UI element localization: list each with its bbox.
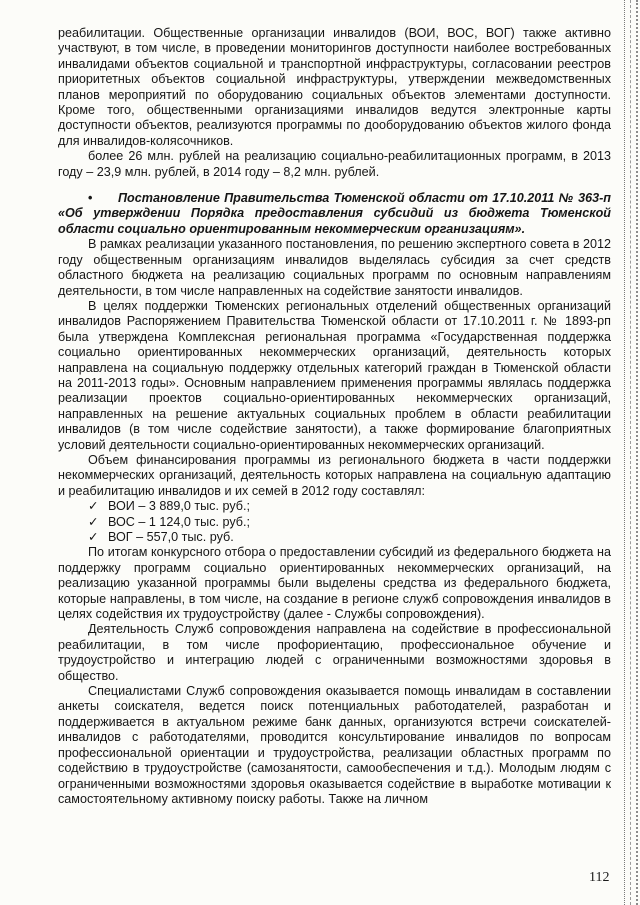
paragraph-services-activity: Деятельность Служб сопровождения направлена на содействие в профессиональной реабилитации, в том числе профориентацию, профессиональное обучение и трудоустройство и интеграцию людей с ограниченными возможностями здоровья в общество.: [58, 622, 611, 683]
paragraph-financing: Объем финансирования программы из регионального бюджета в части поддержки некоммерческих организаций, деятельность которых направлена на социальную адаптацию и реабилитацию инвалидов и их семей в 2012 году составлял:: [58, 452, 611, 498]
list-item-text: ВОС – 1 124,0 тыс. руб.;: [108, 514, 251, 529]
section-heading-text: Постановление Правительства Тюменской области от 17.10.2011 № 363-п «Об утверждении Порядка предоставления субсидий из бюджета Тюменской области социально ориентированным некоммерческим организациям».: [58, 191, 611, 236]
spacer: [58, 180, 611, 191]
list-item: [58, 530, 611, 545]
list-item-text: ВОИ – 3 889,0 тыс. руб.;: [108, 499, 250, 514]
checkmark-icon: ✓: [88, 514, 99, 529]
list-item: [58, 515, 611, 530]
page-number: 112: [589, 870, 610, 885]
paragraph-specialists: Специалистами Служб сопровождения оказывается помощь инвалидам в составлении анкеты соискателя, ведется поиск потенциальных работодателей, разработан и поддерживается в актуальном режиме банк данных, организуются встречи соискателей-инвалидов с работодателями, проводится консультирование инвалидов по вопросам профессиональной ориентации и трудоустройства, реализации областных программ по содействию в трудоустройстве (самозанятости, самообеспечения и т.д.). Молодым людям с ограниченными возможностями здоровья оказывается содействие в выработке мотивации к самостоятельному активному поиску работы. Также на личном: [58, 684, 611, 806]
section-heading: • Постановление Правительства Тюменской области от 17.10.2011 № 363-п «Об утверждении Порядка предоставления субсидий из бюджета Тюменской области социально ориентированным некоммерческим организациям».: [58, 191, 611, 236]
paragraph-program: В целях поддержки Тюменских региональных отделений общественных организаций инвалидов Распоряжением Правительства Тюменской области от 17.10.2011 г. № 1893-рп была утверждена Комплексная региональная программа «Государственная поддержка социально ориентированных некоммерческих организаций, деятельность которых направлена на социальную поддержку отдельных категорий граждан в Тюменской области на 2011-2013 годы». Основным направлением применения программы являлась поддержка реализации проектов социально-ориентированных некоммерческих организаций, направленных на решение актуальных социальных проблем в области реабилитации инвалидов (в том числе содействие занятости), а также формирование благоприятных условий деятельности социально-ориентированных некоммерческих организаций.: [58, 298, 611, 452]
paragraph-federal-selection: По итогам конкурсного отбора о предоставлении субсидий из федерального бюджета на поддержку программ социально ориентированных некоммерческих организаций, на реализацию указанной программы были выделены средства из федерального бюджета, которые направлены, в том числе, на создание в регионе служб сопровождения инвалидов в целях содействия их трудоустройству (далее - Службы сопровождения).: [58, 545, 611, 622]
paragraph-subsidy: В рамках реализации указанного постановления, по решению экспертного совета в 2012 году общественным организациям инвалидов выделялась субсидия за счет средств областного бюджета на реализацию социальных программ по основным направлениям деятельности, в том числе направленных на содействие занятости инвалидов.: [58, 237, 611, 298]
checkmark-icon: ✓: [88, 499, 99, 514]
paragraph-funding-summary: более 26 млн. рублей на реализацию социально-реабилитационных программ, в 2013 году – 23,9 млн. рублей, в 2014 году – 8,2 млн. рублей.: [58, 149, 611, 179]
checkmark-icon: ✓: [88, 530, 99, 544]
paragraph-continuation: реабилитации. Общественные организации инвалидов (ВОИ, ВОС, ВОГ) также активно участвуют, в том числе, в проведении мониторингов доступности наиболее востребованных инвалидами объектов социальной и транспортной инфраструктуры, согласовании реестров приоритетных объектов социальной инфраструктуры, утверждении межведомственных планов мероприятий по оборудованию социальных объектов элементами доступности. Кроме того, общественными организациями инвалидов ведутся электронные карты доступности объектов, реализуются программы по дооборудованию объектов жилого фонда для инвалидов-колясочников.: [58, 26, 611, 148]
scan-edge-line: [624, 0, 628, 905]
list-item-text: ВОГ – 557,0 тыс. руб.: [108, 530, 234, 544]
document-body: [58, 26, 611, 807]
funding-checklist: [58, 499, 611, 545]
scan-edge-line: [636, 0, 640, 905]
scan-edge-line: [630, 0, 634, 905]
list-item: [58, 499, 611, 514]
